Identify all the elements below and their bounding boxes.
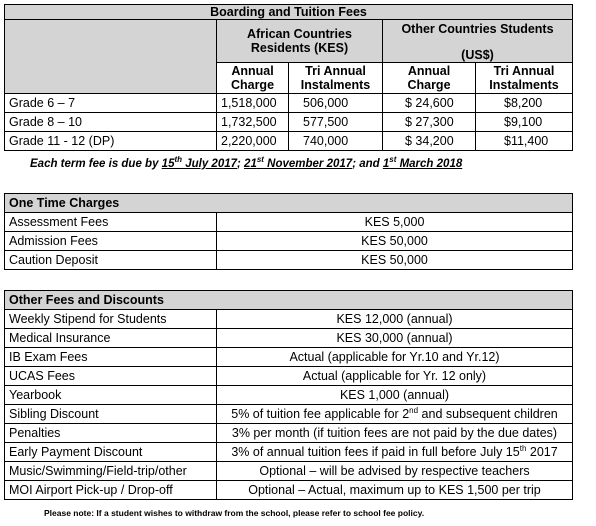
charge-value: KES 50,000 xyxy=(217,232,573,251)
table-row xyxy=(5,405,573,424)
table-row xyxy=(5,94,573,113)
due-dates-note xyxy=(30,155,463,170)
charge-label: Admission Fees xyxy=(5,232,217,251)
table-row xyxy=(5,386,573,405)
usd-tri-value: $8,200 xyxy=(476,94,573,113)
due-date-3-month: March 2018 xyxy=(396,158,463,170)
due-sep-1: ; xyxy=(237,158,245,170)
due-date-1-day: 15 xyxy=(161,158,175,170)
table-row xyxy=(5,424,573,443)
due-date-3 xyxy=(382,155,463,170)
header-blank xyxy=(5,20,217,94)
fee-label: Penalties xyxy=(5,424,217,443)
due-date-3-day: 1 xyxy=(382,158,390,170)
fee-value: KES 30,000 (annual) xyxy=(217,329,573,348)
due-date-2-day: 21 xyxy=(244,158,257,170)
charge-label: Caution Deposit xyxy=(5,251,217,270)
fee-label: Yearbook xyxy=(5,386,217,405)
kes-tri-value: 740,000 xyxy=(289,132,383,151)
usd-annual-header: Annual Charge xyxy=(383,63,476,94)
sibling-post: and subsequent children xyxy=(418,407,558,421)
table-row xyxy=(5,348,573,367)
table-row xyxy=(5,462,573,481)
kes-annual-value: 2,220,000 xyxy=(217,132,289,151)
grade-label: Grade 6 – 7 xyxy=(5,94,217,113)
grade-label: Grade 8 – 10 xyxy=(5,113,217,132)
due-date-1 xyxy=(161,155,238,170)
kes-annual-value: 1,732,500 xyxy=(217,113,289,132)
early-pre: 3% of annual tuition fees if paid in full before July 15 xyxy=(231,445,520,459)
kes-annual-header: Annual Charge xyxy=(217,63,289,94)
fee-label: MOI Airport Pick-up / Drop-off xyxy=(5,481,217,500)
fee-label: IB Exam Fees xyxy=(5,348,217,367)
usd-tri-header: Tri Annual Instalments xyxy=(476,63,573,94)
fee-label: UCAS Fees xyxy=(5,367,217,386)
fee-value: Optional – will be advised by respective teachers xyxy=(217,462,573,481)
fee-label: Medical Insurance xyxy=(5,329,217,348)
table-row xyxy=(5,310,573,329)
sibling-pre: 5% of tuition fee applicable for 2 xyxy=(231,407,410,421)
fee-label: Weekly Stipend for Students xyxy=(5,310,217,329)
withdrawal-note: Please note: If a student wishes to withdraw from the school, please refer to school fee policy. xyxy=(44,508,425,518)
due-date-2-month: November 2017 xyxy=(263,158,353,170)
charge-value: KES 5,000 xyxy=(217,213,573,232)
usd-annual-value: $ 27,300 xyxy=(383,113,476,132)
african-residents-header: African Countries Residents (KES) xyxy=(217,20,383,63)
fee-label: Early Payment Discount xyxy=(5,443,217,462)
charge-label: Assessment Fees xyxy=(5,213,217,232)
kes-tri-value: 577,500 xyxy=(289,113,383,132)
charge-value: KES 50,000 xyxy=(217,251,573,270)
other-countries-label: Other Countries Students xyxy=(401,22,554,36)
table-row xyxy=(5,251,573,270)
sibling-sup: nd xyxy=(409,405,419,415)
due-date-3-suffix: st xyxy=(389,155,397,165)
table-row xyxy=(5,367,573,386)
kes-tri-header: Tri Annual Instalments xyxy=(289,63,383,94)
due-date-1-month: July 2017 xyxy=(182,158,238,170)
early-sup: th xyxy=(519,443,527,453)
due-prefix: Each term fee is due by xyxy=(30,158,162,170)
one-time-charges-table xyxy=(4,193,573,270)
table-row xyxy=(5,481,573,500)
due-sep-2: ; and xyxy=(352,158,383,170)
table-row xyxy=(5,443,573,462)
other-countries-header xyxy=(383,20,573,63)
usd-annual-value: $ 34,200 xyxy=(383,132,476,151)
fee-value xyxy=(217,405,573,424)
usd-label: (US$) xyxy=(461,48,494,62)
boarding-tuition-table xyxy=(4,4,573,151)
fee-value: Actual (applicable for Yr.10 and Yr.12) xyxy=(217,348,573,367)
table-row xyxy=(5,213,573,232)
kes-annual-value: 1,518,000 xyxy=(217,94,289,113)
kes-tri-value: 506,000 xyxy=(289,94,383,113)
fee-value: Actual (applicable for Yr. 12 only) xyxy=(217,367,573,386)
fee-label: Sibling Discount xyxy=(5,405,217,424)
one-time-title: One Time Charges xyxy=(5,194,573,213)
boarding-title: Boarding and Tuition Fees xyxy=(5,5,573,20)
usd-tri-value: $9,100 xyxy=(476,113,573,132)
due-date-2 xyxy=(244,155,353,170)
other-fees-table xyxy=(4,290,573,500)
table-row xyxy=(5,113,573,132)
early-post: 2017 xyxy=(526,445,558,459)
due-date-1-suffix: th xyxy=(174,155,183,165)
other-fees-title: Other Fees and Discounts xyxy=(5,291,573,310)
fee-value: 3% per month (if tuition fees are not paid by the due dates) xyxy=(217,424,573,443)
grade-label: Grade 11 - 12 (DP) xyxy=(5,132,217,151)
fee-value: KES 12,000 (annual) xyxy=(217,310,573,329)
usd-annual-value: $ 24,600 xyxy=(383,94,476,113)
table-row xyxy=(5,329,573,348)
fee-value: KES 1,000 (annual) xyxy=(217,386,573,405)
table-row xyxy=(5,132,573,151)
fee-label: Music/Swimming/Field-trip/other xyxy=(5,462,217,481)
usd-tri-value: $11,400 xyxy=(476,132,573,151)
due-date-2-suffix: st xyxy=(256,155,264,165)
fee-value xyxy=(217,443,573,462)
fee-value: Optional – Actual, maximum up to KES 1,500 per trip xyxy=(217,481,573,500)
table-row xyxy=(5,232,573,251)
